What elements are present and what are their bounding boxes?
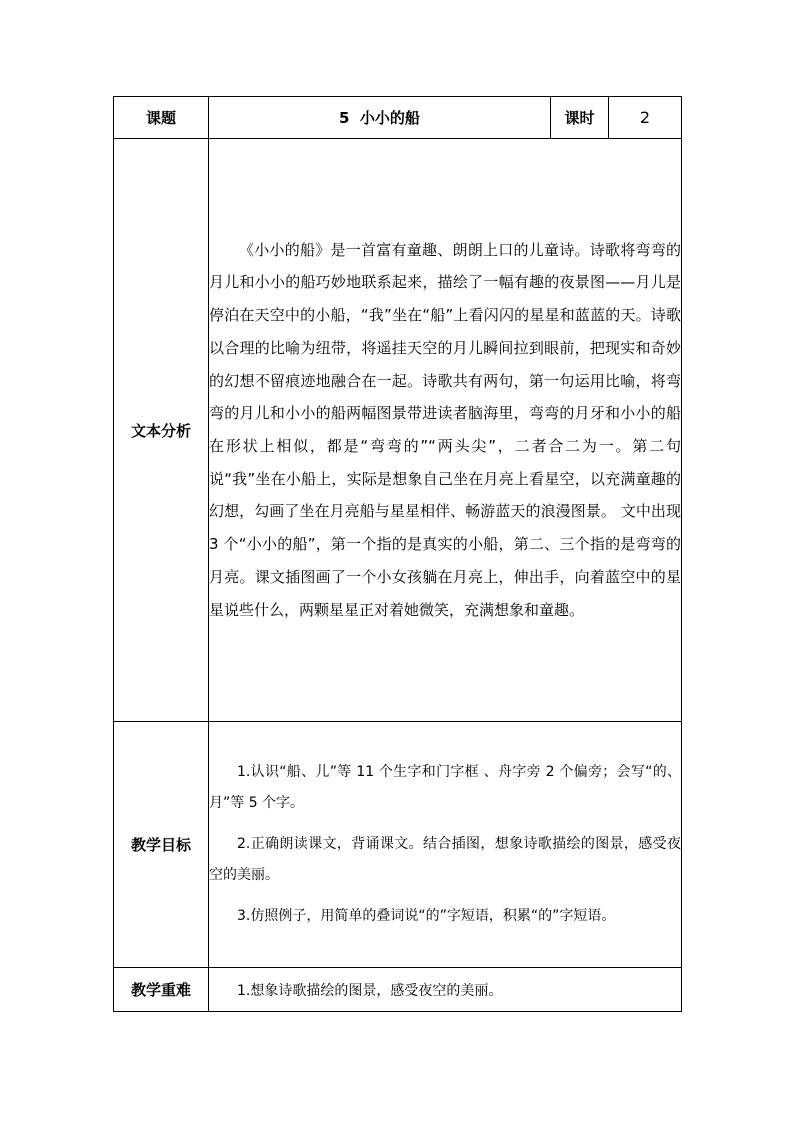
teaching-goals-label: 教学目标	[114, 722, 209, 968]
key-difficulties-row	[114, 968, 682, 1012]
teaching-goals-content	[209, 722, 682, 968]
period-label: 课时	[551, 97, 609, 139]
period-value: 2	[609, 97, 682, 139]
goal-item: 1.认识“船、儿”等 11 个生字和门字框 、舟字旁 2 个偏旁；会写“的、月”等 5 个字。	[209, 764, 681, 811]
teaching-goals-row	[114, 722, 682, 968]
lesson-title: 5 小小的船	[209, 97, 551, 139]
goal-item: 3.仿照例子，用简单的叠词说“的”字短语，积累“的”字短语。	[237, 908, 616, 924]
key-difficulties-label: 教学重难	[114, 968, 209, 1012]
key-difficulties-content: 1.想象诗歌描绘的图景，感受夜空的美丽。	[209, 968, 682, 1012]
text-analysis-row	[114, 139, 682, 722]
text-analysis-label: 文本分析	[114, 139, 209, 722]
text-analysis-content: 《小小的船》是一首富有童趣、朗朗上口的儿童诗。诗歌将弯弯的月儿和小小的船巧妙地联系起来，描绘了一幅有趣的夜景图——月儿是停泊在天空中的小船，“我”坐在“船”上看闪闪的星星和蓝蓝的天。诗歌以合理的比喻为纽带，将遥挂天空的月儿瞬间拉到眼前，把现实和奇妙的幻想不留痕迹地融合在一起。诗歌共有两句，第一句运用比喻，将弯弯的月儿和小小的船两幅图景带进读者脑海里，弯弯的月牙和小小的船在形状上相似，都是“弯弯的”“两头尖”，二者合二为一。第二句说“我”坐在小船上，实际是想象自己坐在月亮上看星空，以充满童趣的幻想，勾画了坐在月亮船与星星相伴、畅游蓝天的浪漫图景。 文中出现 3 个“小小的船”，第一个指的是真实的小船，第二、三个指的是弯弯的月亮。课文插图画了一个小女孩躺在月亮上，伸出手，向着蓝空中的星星说些什么，两颗星星正对着她微笑，充满想象和童趣。	[209, 139, 682, 722]
goal-item: 2.正确朗读课文，背诵课文。结合插图，想象诗歌描绘的图景，感受夜空的美丽。	[209, 836, 681, 883]
header-row	[114, 97, 682, 139]
lesson-plan-table	[113, 96, 682, 1012]
title-label: 课题	[114, 97, 209, 139]
